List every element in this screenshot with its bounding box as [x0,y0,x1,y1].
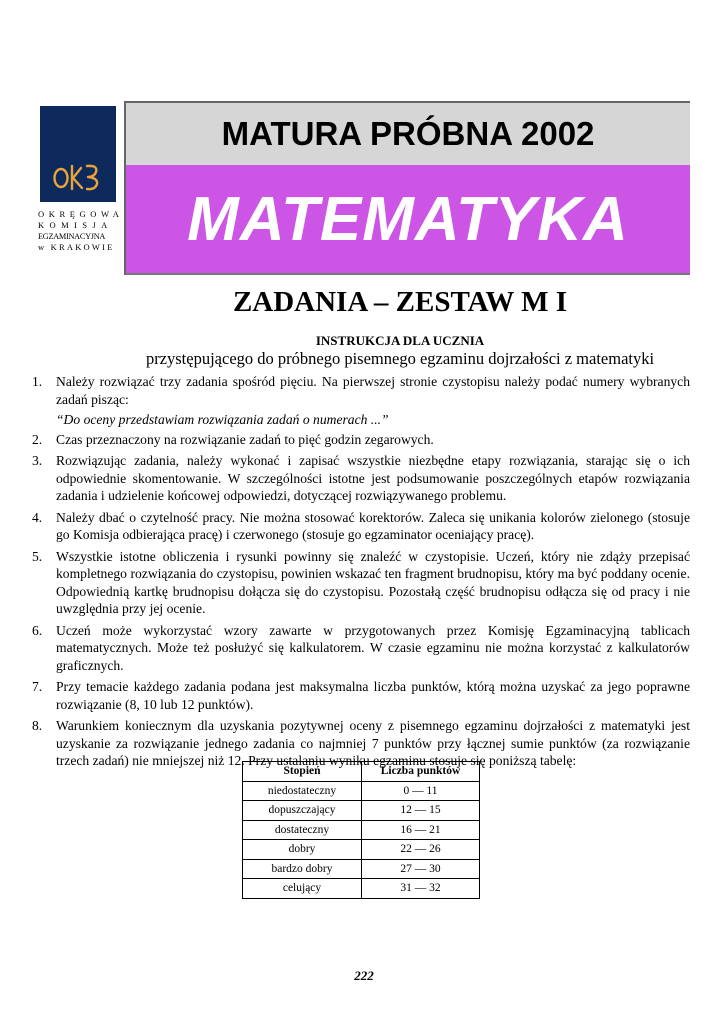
org-line-2: KOMISJA [38,220,113,230]
subject-title: MATEMATYKA [187,184,629,254]
org-line-1: OKRĘGOWA [38,209,124,219]
oke-logo [40,106,116,202]
grade-cell: dostateczny [243,820,362,840]
table-row [243,820,480,840]
exam-title-band [126,103,690,165]
grade-cell: dopuszczający [243,801,362,821]
item-text: Należy rozwiązać trzy zadania spośród pięciu. Na pierwszej stronie czystopisu należy podać numery wybranych zadań pisząc: [56,374,690,407]
points-cell: 31 — 32 [362,879,480,899]
item-number: 2. [32,431,43,447]
grade-cell: dobry [243,840,362,860]
instruction-title: INSTRUKCJA DLA UCZNIA [315,333,485,348]
item-text: Należy dbać o czytelność pracy. Nie można stosować korektorów. Zaleca się unikania kolorów zielonego (stosuje go Komisja odbierająca pracę) i czerwonego (stosuje go egzaminator oceniający pracę). [56,509,690,542]
item-number: 4. [32,509,43,525]
list-item [32,509,690,544]
points-cell: 0 — 11 [362,781,480,801]
column-header-grade: Stopień [243,762,362,782]
list-item [32,431,690,449]
grade-cell: celujący [243,879,362,899]
subject-band [126,165,690,273]
table-row [243,801,480,821]
points-cell: 27 — 30 [362,859,480,879]
item-number: 8. [32,718,43,733]
oke-logo-icon [50,152,108,192]
item-text: Przy temacie każdego zadania podana jest maksymalna liczba punktów, którą można uzyskać za jego poprawne rozwiązanie (8, 10 lub 12 punktów). [56,679,690,712]
item-text: Rozwiązując zadania, należy wykonać i zapisać wszystkie niezbędne etapy rozwiązania, starając się o ich odpowiednie skomentowanie. W szczególności istotne jest podsumowanie poszczególnych etapów rozwiązania zadania i udzielenie końcowej odpowiedzi, dotyczącej rozwiązywanego problemu. [56,453,690,503]
grade-cell: niedostateczny [243,781,362,801]
list-item [32,678,690,713]
table-row [243,840,480,860]
table-header-row [243,762,480,782]
grades-table [242,761,480,899]
table-row [243,781,480,801]
page-number: 222 [354,968,374,983]
exam-title: MATURA PRÓBNA 2002 [221,115,595,152]
list-item [32,452,690,505]
item-text: Czas przeznaczony na rozwiązanie zadań to pięć godzin zegarowych. [56,431,434,447]
item-number: 1. [32,374,43,389]
list-item [32,373,690,408]
grade-cell: bardzo dobry [243,859,362,879]
list-item [32,622,690,675]
points-cell: 12 — 15 [362,801,480,821]
quote-text: “Do oceny przedstawiam rozwiązania zadań o numerach ...” [56,412,389,427]
points-cell: 16 — 21 [362,820,480,840]
org-line-4: w KRAKOWIE [38,242,115,252]
item-text: Wszystkie istotne obliczenia i rysunki powinny się znaleźć w czystopisie. Uczeń, który nie zdąży przepisać kompletnego rozwiązania do czystopisu, powinien wskazać ten fragment brudnopisu, który ma być poddany ocenie. Odpowiednią kartkę brudnopisu dołącza się do czystopisu. Pozostałą część brudnopisu odłącza się od pracy i nie uwzględnia przy jej ocenie. [56,548,690,616]
table-row [243,879,480,899]
item-text: Warunkiem koniecznym dla uzyskania pozytywnej oceny z pisemnego egzaminu dojrzałości z matematyki jest uzyskanie za rozwiązanie jednego zadania co najmniej 7 punktów przy łącznej sumie punktów (za rozwiązanie trzech zadań) nie mniejszej niż 12. Przy ustalaniu wyniku egzaminu stosuje się poniższą tabelę: [56,718,690,768]
page-title: ZADANIA – ZESTAW M I [232,286,568,318]
table-row [243,859,480,879]
item-number: 6. [32,622,43,638]
org-line-3: EGZAMINACYJNA [38,232,106,241]
header-bottom-rule [126,273,690,275]
points-cell: 22 — 26 [362,840,480,860]
column-header-points: Liczba punktów [362,762,480,782]
item-number: 5. [32,548,43,564]
item-number: 7. [32,679,43,694]
org-name [38,209,124,253]
item-number: 3. [32,453,43,468]
instruction-subtitle: przystępującego do próbnego pisemnego egzaminu dojrzałości z matematyki [145,349,655,368]
instruction-list [32,373,690,770]
item-text: Uczeń może wykorzystać wzory zawarte w przygotowanych przez Komisję Egzaminacyjną tablicach matematycznych. Może też posłużyć się kalkulatorem. W czasie egzaminu nie można korzystać z kalkulatorów graficznych. [56,622,690,673]
list-item [32,548,690,618]
